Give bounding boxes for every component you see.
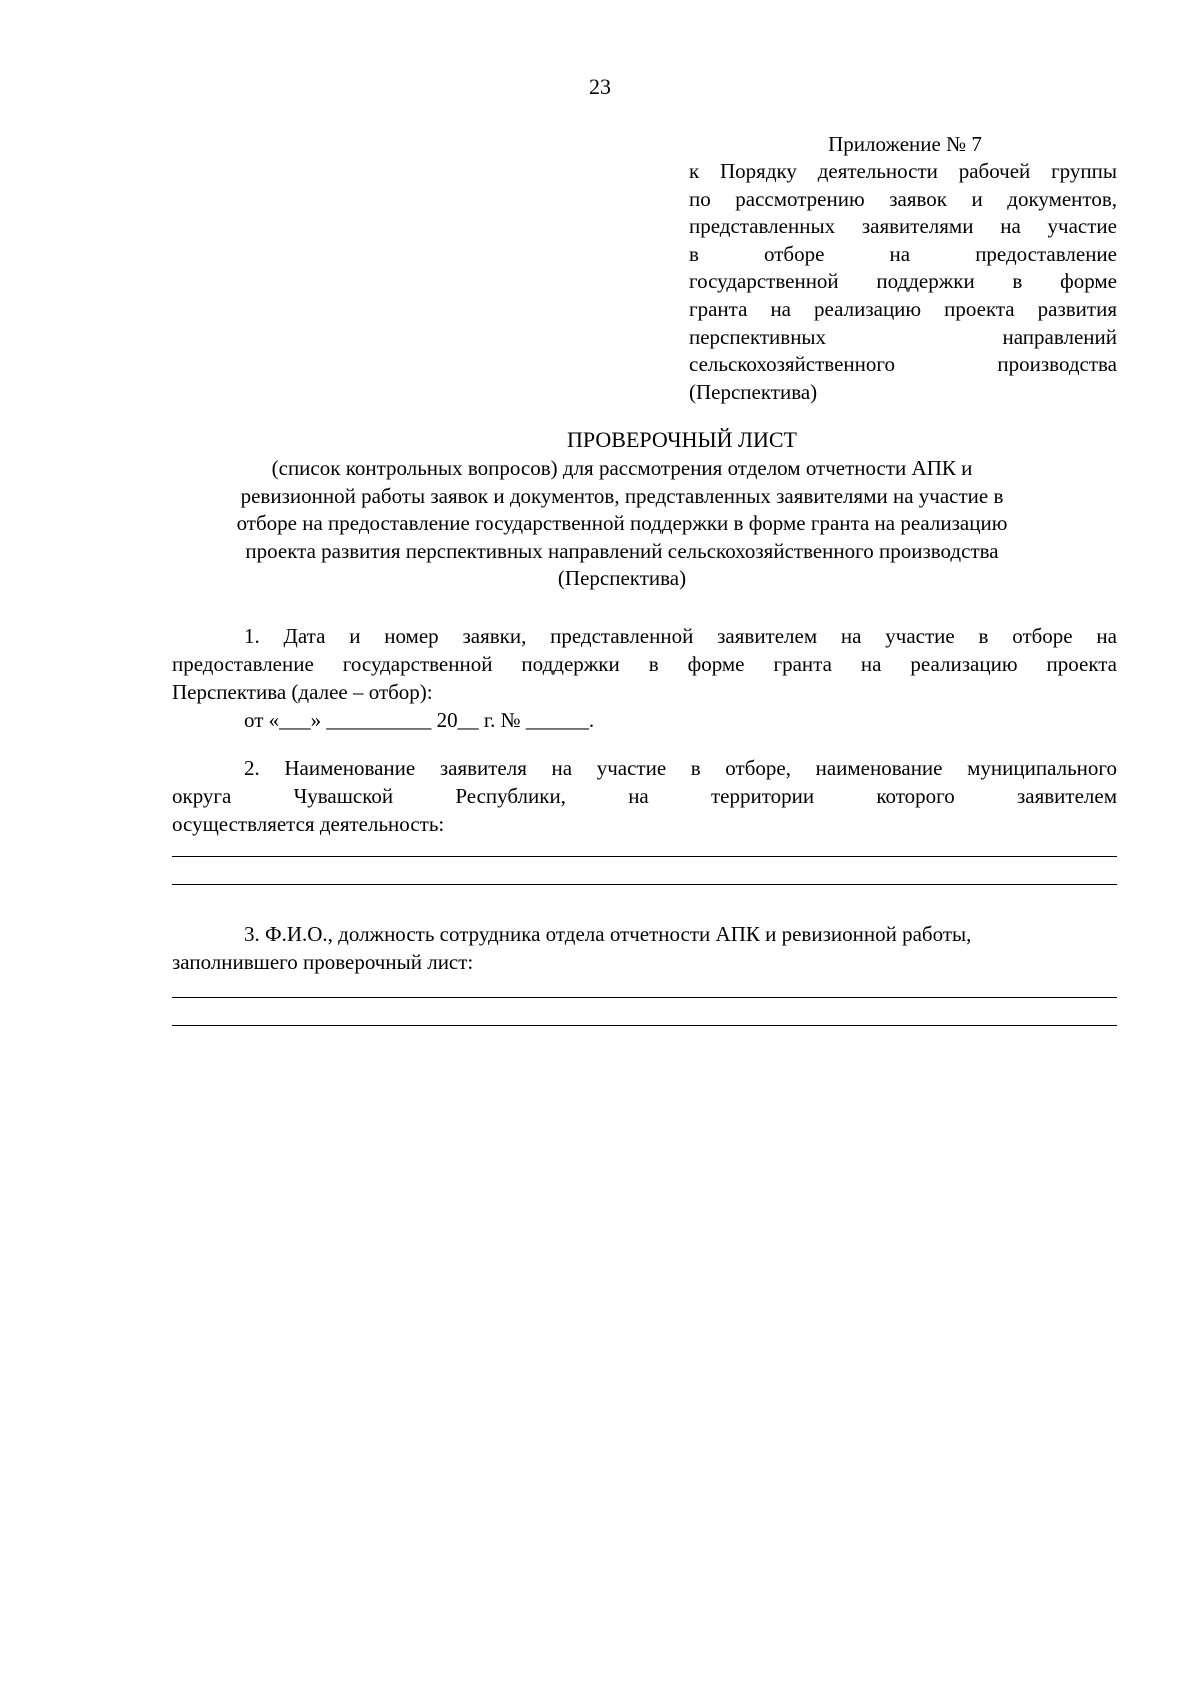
appendix-title: Приложение № 7 bbox=[828, 132, 982, 156]
appendix-line: сельскохозяйственного производства bbox=[689, 352, 1117, 377]
item-applicant-name bbox=[172, 754, 1117, 838]
appendix-line: в отборе на предоставление bbox=[689, 241, 1117, 266]
item-line: Перспектива (далее – отбор): bbox=[172, 680, 433, 704]
appendix-line: представленных заявителями на участие bbox=[689, 214, 1117, 239]
fill-in-line[interactable] bbox=[172, 856, 1117, 857]
appendix-line: государственной поддержки в форме bbox=[689, 269, 1117, 294]
item-application-date bbox=[172, 622, 1117, 734]
appendix-line: к Порядку деятельности рабочей группы bbox=[689, 159, 1117, 183]
subtitle-line: ревизионной работы заявок и документов, представленных заявителями на участие в bbox=[240, 483, 1004, 508]
item-employee-info bbox=[172, 920, 1117, 976]
item-line: 3. Ф.И.О., должность сотрудника отдела отчетности АПК и ревизионной работы, bbox=[244, 922, 972, 946]
subtitle-line: проекта развития перспективных направлений сельскохозяйственного производства bbox=[245, 538, 999, 563]
fill-in-line[interactable] bbox=[172, 884, 1117, 885]
page-number: 23 bbox=[589, 74, 611, 99]
item-line: заполнившего проверочный лист: bbox=[172, 950, 474, 974]
item-line: предоставление государственной поддержки в форме гранта на реализацию проекта bbox=[172, 652, 1117, 676]
item-line: осуществляется деятельность: bbox=[172, 812, 445, 836]
document-subtitle bbox=[150, 455, 1094, 593]
appendix-line: по рассмотрению заявок и документов, bbox=[689, 186, 1117, 211]
item-line: округа Чувашской Республики, на территории которого заявителем bbox=[172, 784, 1117, 808]
fill-in-line[interactable] bbox=[172, 1025, 1117, 1026]
date-number-blank[interactable]: от «___» __________ 20__ г. № ______. bbox=[244, 708, 595, 732]
subtitle-line: (список контрольных вопросов) для рассмотрения отделом отчетности АПК и bbox=[271, 456, 973, 480]
subtitle-line: (Перспектива) bbox=[557, 566, 687, 591]
appendix-line: (Перспектива) bbox=[689, 379, 818, 404]
subtitle-line: отборе на предоставление государственной поддержки в форме гранта на реализацию bbox=[236, 511, 1008, 536]
appendix-line: перспективных направлений bbox=[689, 324, 1117, 349]
document-title: ПРОВЕРОЧНЫЙ ЛИСТ bbox=[567, 427, 797, 452]
fill-in-line[interactable] bbox=[172, 997, 1117, 998]
appendix-line: гранта на реализацию проекта развития bbox=[689, 296, 1117, 321]
item-line: 1. Дата и номер заявки, представленной заявителем на участие в отборе на bbox=[244, 624, 1117, 648]
item-line: 2. Наименование заявителя на участие в отборе, наименование муниципального bbox=[244, 756, 1117, 780]
appendix-block bbox=[689, 130, 1117, 406]
